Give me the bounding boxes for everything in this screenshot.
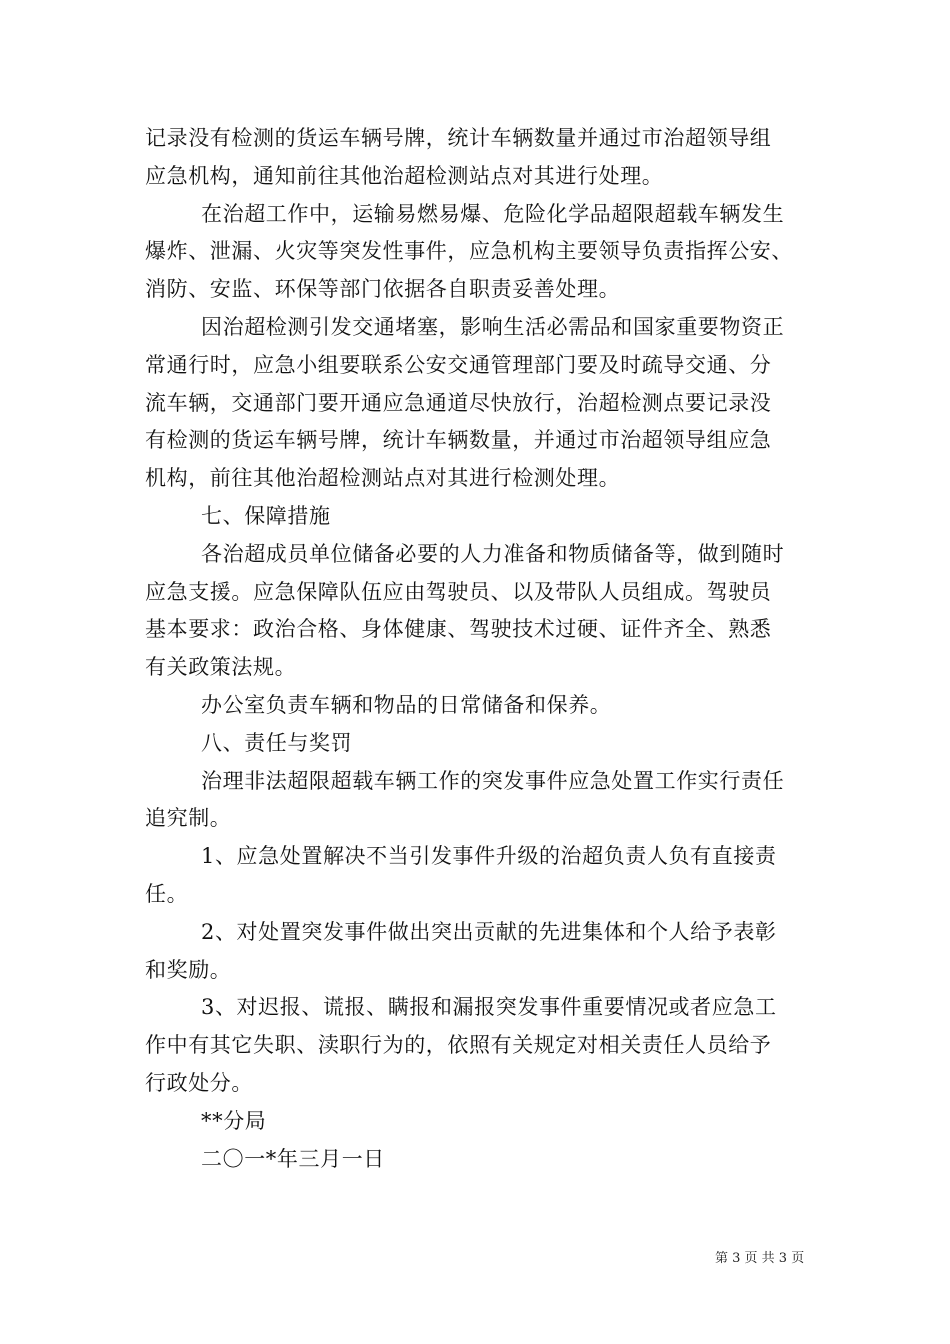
list-item: 1、应急处置解决不当引发事件升级的治超负责人负有直接责 [201,844,777,869]
page-number: 第 3 页 共 3 页 [715,1251,805,1266]
text-line: 流车辆，交通部门要开通应急通道尽快放行，治超检测点要记录没 [145,390,772,415]
document-body [145,120,825,1178]
text-line: 各治超成员单位储备必要的人力准备和物质储备等，做到随时 [201,541,785,566]
text-line: 任。 [145,881,189,906]
list-item: 2、对处置突发事件做出突出贡献的先进集体和个人给予表彰 [201,919,777,944]
text-line: 和奖励。 [145,957,232,982]
list-item: 3、对迟报、谎报、瞒报和漏报突发事件重要情况或者应急工 [201,995,777,1020]
section-heading: 七、保障措施 [201,503,331,528]
text-line: 应急支援。应急保障队伍应由驾驶员、以及带队人员组成。驾驶员 [145,579,772,604]
text-line: 常通行时，应急小组要联系公安交通管理部门要及时疏导交通、分 [145,352,772,377]
text-line: 在治超工作中，运输易燃易爆、危险化学品超限超载车辆发生 [201,201,785,226]
text-line: 基本要求：政治合格、身体健康、驾驶技术过硬、证件齐全、熟悉 [145,617,772,642]
text-line: 因治超检测引发交通堵塞，影响生活必需品和国家重要物资正 [201,314,785,339]
signature-org: **分局 [201,1108,267,1133]
text-line: 机构，前往其他治超检测站点对其进行检测处理。 [145,466,621,491]
text-line: 消防、安监、环保等部门依据各自职责妥善处理。 [145,277,621,302]
text-line: 追究制。 [145,806,232,831]
text-line: 有关政策法规。 [145,655,297,680]
signature-date: 二〇一*年三月一日 [201,1146,385,1171]
text-line: 有检测的货运车辆号牌，统计车辆数量，并通过市治超领导组应急 [145,428,772,453]
text-line: 行政处分。 [145,1070,253,1095]
text-line: 记录没有检测的货运车辆号牌，统计车辆数量并通过市治超领导组 [145,126,772,150]
section-heading: 八、责任与奖罚 [201,730,353,755]
text-line: 作中有其它失职、渎职行为的，依照有关规定对相关责任人员给予 [145,1033,772,1058]
text-line: 办公室负责车辆和物品的日常储备和保养。 [201,692,612,717]
text-line: 应急机构，通知前往其他治超检测站点对其进行处理。 [145,163,664,188]
text-line: 治理非法超限超载车辆工作的突发事件应急处置工作实行责任 [201,768,785,793]
text-line: 爆炸、泄漏、火灾等突发性事件，应急机构主要领导负责指挥公安、 [145,239,793,264]
